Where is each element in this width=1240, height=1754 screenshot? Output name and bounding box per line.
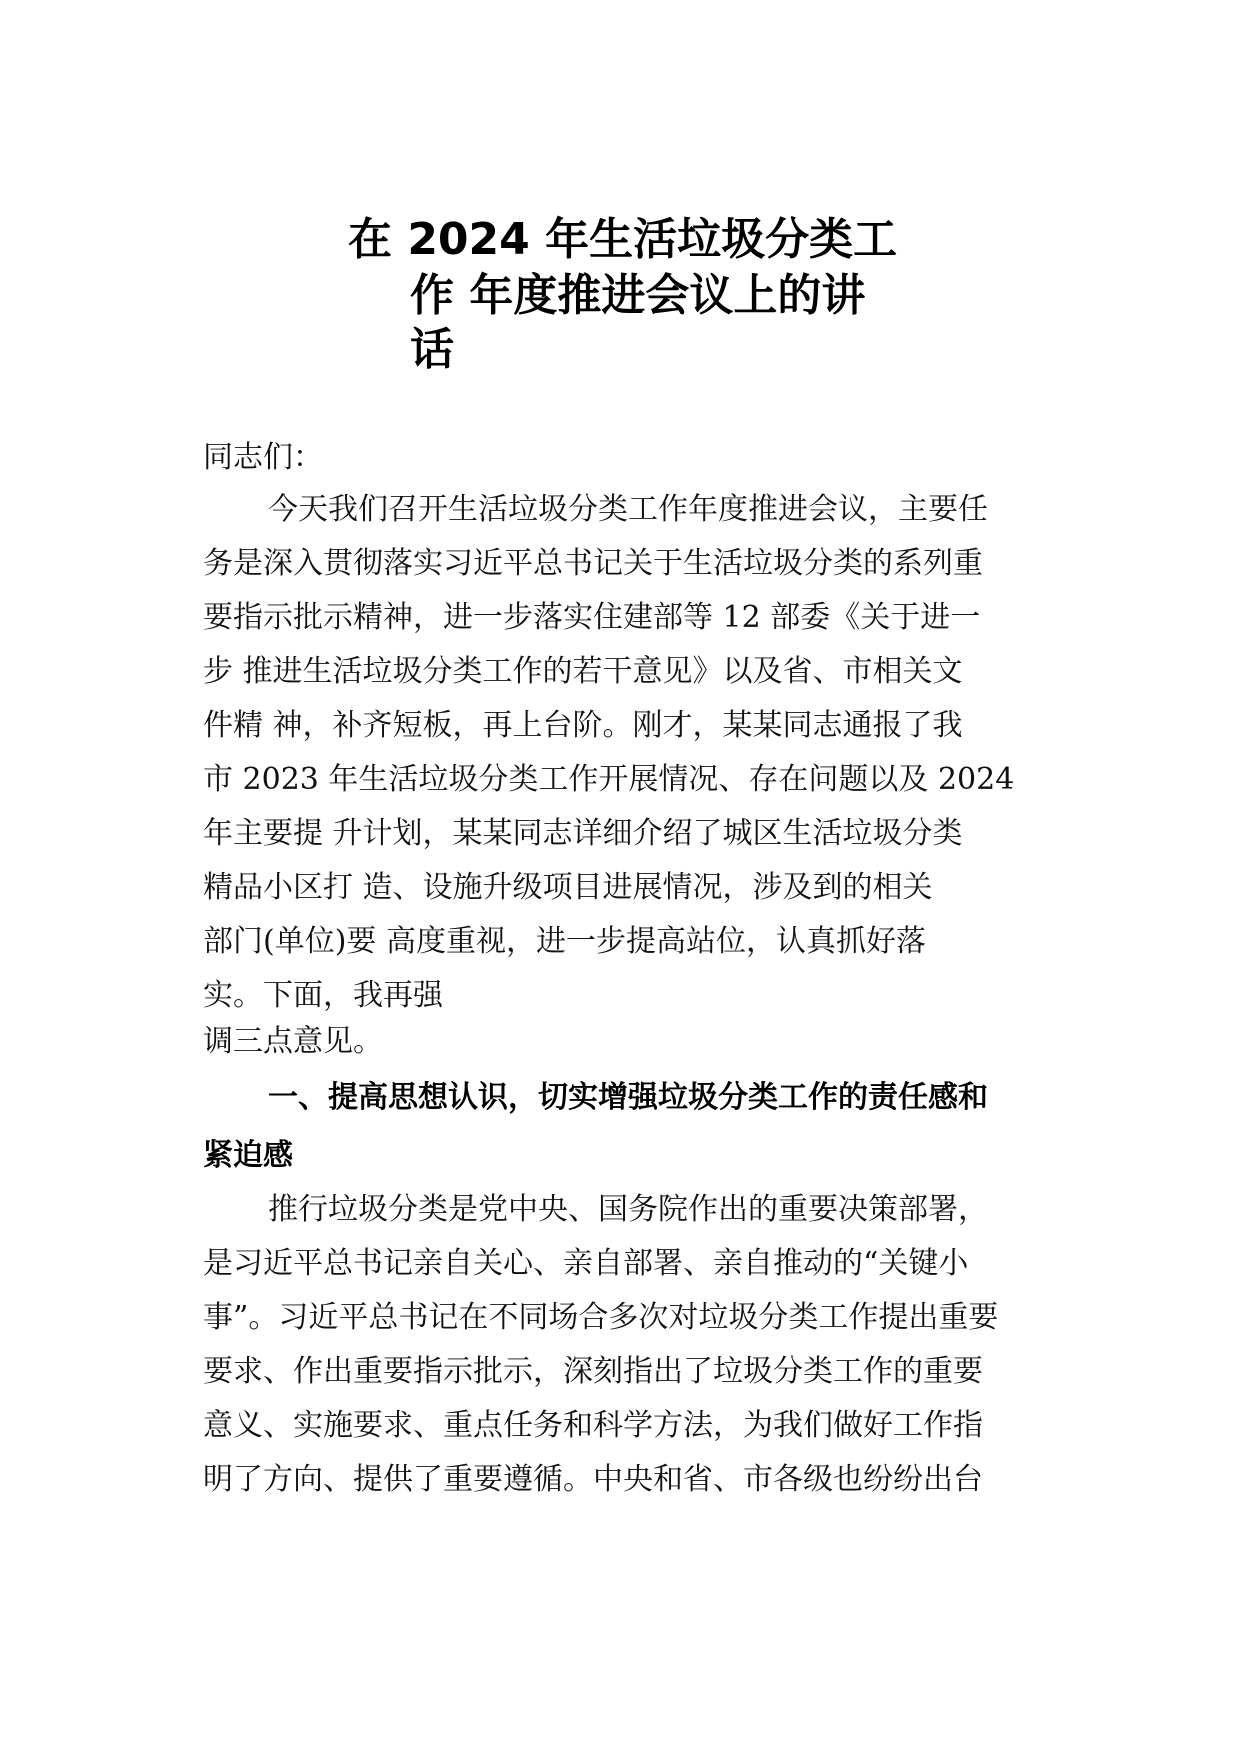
paragraph-1-line: 精品小区打 造、设施升级项目进展情况，涉及到的相关 (203, 870, 933, 905)
paragraph-2-line: 是习近平总书记亲自关心、亲自部署、亲自推动的“关键小 (203, 1246, 969, 1281)
paragraph-2-line: 推行垃圾分类是党中央、国务院作出的重要决策部署， (268, 1192, 988, 1227)
paragraph-1-line: 调三点意见。 (203, 1024, 383, 1059)
paragraph-2-line: 要求、作出重要指示批示，深刻指出了垃圾分类工作的重要 (203, 1354, 983, 1389)
paragraph-1-line: 今天我们召开生活垃圾分类工作年度推进会议，主要任 (268, 492, 988, 527)
title-line-3: 话 (410, 324, 454, 375)
paragraph-1-line: 年主要提 升计划，某某同志详细介绍了城区生活垃圾分类 (203, 816, 963, 851)
paragraph-2-line: 事”。习近平总书记在不同场合多次对垃圾分类工作提出重要 (203, 1300, 999, 1335)
paragraph-2-line: 明了方向、提供了重要遵循。中央和省、市各级也纷纷出台 (203, 1462, 983, 1497)
title-line-2: 作 年度推进会议上的讲 (410, 270, 866, 321)
salutation: 同志们： (203, 440, 323, 475)
paragraph-1-line: 务是深入贯彻落实习近平总书记关于生活垃圾分类的系列重 (203, 546, 983, 581)
section-heading-1-cont: 紧迫感 (203, 1138, 293, 1173)
paragraph-1-line: 要指示批示精神，进一步落实住建部等 12 部委《关于进一 (203, 600, 981, 635)
paragraph-1-line: 部门(单位)要 高度重视，进一步提高站位，认真抓好落 (203, 924, 926, 959)
paragraph-1-line: 实。下面，我再强 (203, 978, 443, 1013)
paragraph-1-line: 步 推进生活垃圾分类工作的若干意见》以及省、市相关文 (203, 654, 963, 689)
paragraph-1-line: 市 2023 年生活垃圾分类工作开展情况、存在问题以及 2024 (203, 762, 1015, 797)
paragraph-2-line: 意义、实施要求、重点任务和科学方法，为我们做好工作指 (203, 1408, 983, 1443)
section-heading-1: 一、提高思想认识，切实增强垃圾分类工作的责任感和 (268, 1080, 988, 1115)
title-line-1: 在 2024 年生活垃圾分类工 (348, 214, 898, 265)
paragraph-1-line: 件精 神，补齐短板，再上台阶。刚才，某某同志通报了我 (203, 708, 963, 743)
